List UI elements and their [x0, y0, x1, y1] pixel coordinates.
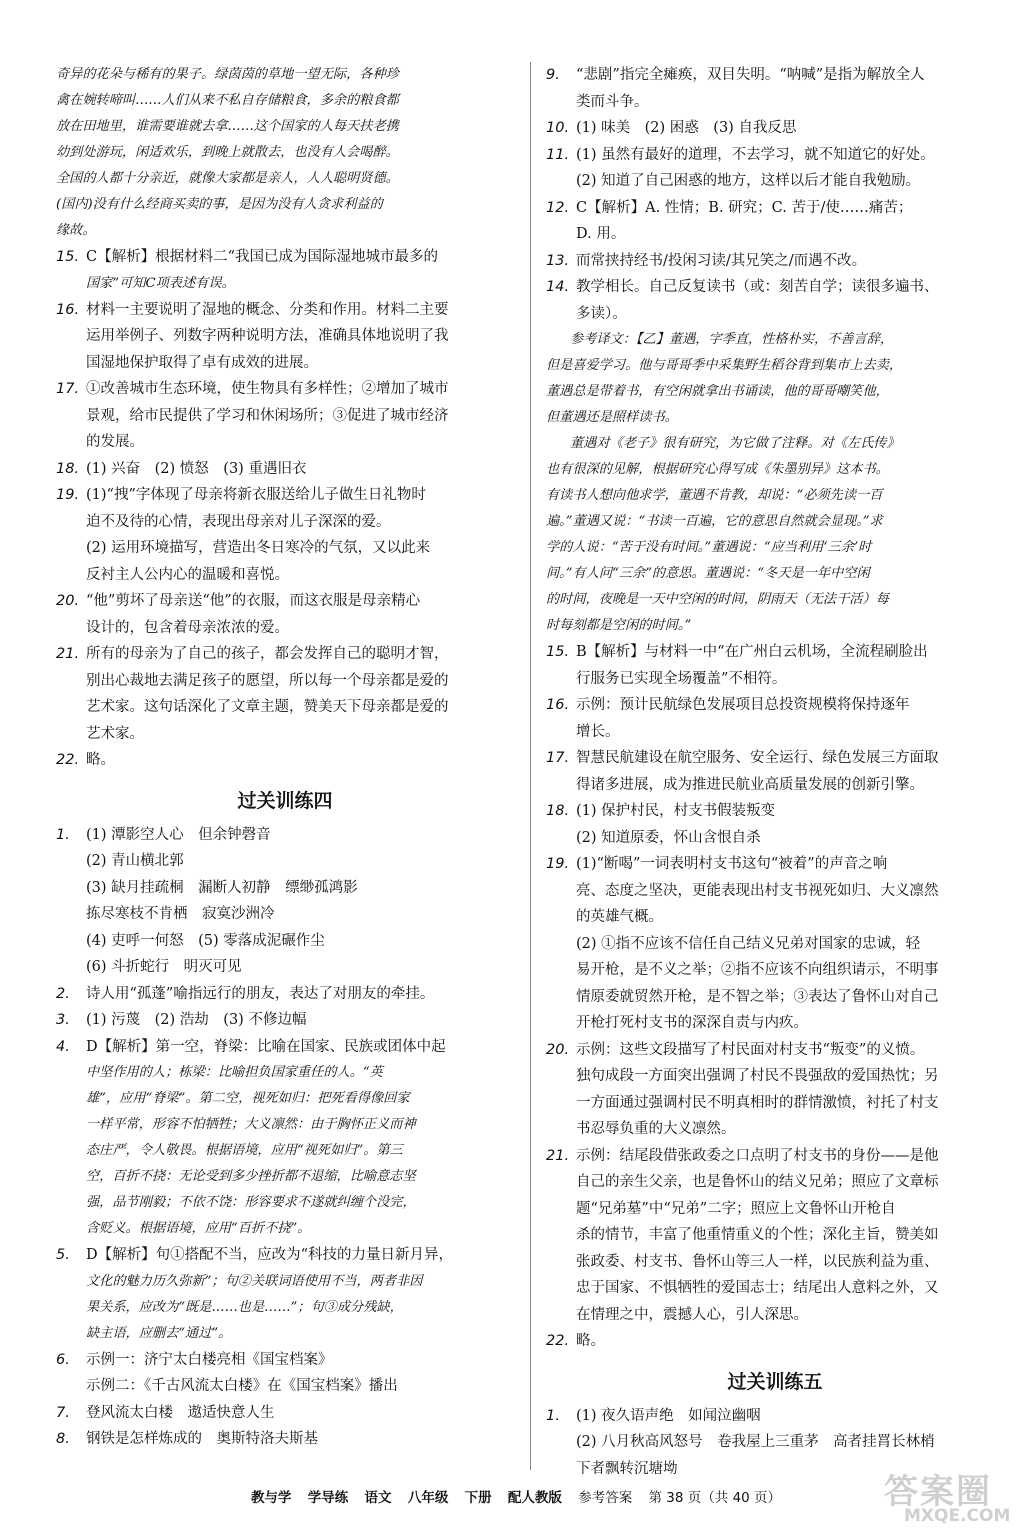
item-number: 7. — [56, 1404, 70, 1421]
item-number: 15. — [546, 644, 570, 660]
answer-item — [56, 1400, 514, 1427]
item-body — [86, 747, 514, 774]
item-body — [86, 376, 514, 456]
footer-grade: 八年级 — [407, 1490, 449, 1506]
item-number: 19. — [546, 856, 570, 872]
text-line: 国家”可知C项表述有误。 — [86, 275, 235, 291]
item-body — [576, 851, 1004, 1037]
text-line: 放在田地里，谁需要谁就去拿……这个国家的人每天扶老携 — [56, 119, 399, 134]
answer-item — [56, 456, 514, 483]
text-line: (1) 潭影空人心 但余钟磬音 — [86, 826, 271, 843]
answer-item — [56, 822, 514, 981]
answer-item — [56, 297, 514, 377]
item-number: 2. — [56, 985, 70, 1002]
item-body — [576, 142, 1004, 195]
answer-item — [546, 798, 1004, 851]
text-line: 一样平常，形容不怕牺牲；大义凛然：由于胸怀正义而神 — [86, 1117, 416, 1132]
text-line: 一方面通过强调村民不明真相时的群情激愤，衬托了村支 — [576, 1094, 939, 1111]
text-line: (2) 运用环境描写，营造出冬日寒冷的气氛，又以此来 — [86, 540, 431, 556]
item-body — [576, 195, 1004, 248]
item-body — [86, 1347, 514, 1400]
text-line: 得诸多进展，成为推进民航业高质量发展的创新引擎。 — [576, 776, 924, 793]
text-line: 略。 — [86, 752, 115, 768]
section-title: 过关训练四 — [237, 789, 333, 812]
item-number: 20. — [56, 593, 80, 609]
item-body — [576, 115, 1004, 142]
text-line: 材料一主要说明了湿地的概念、分类和作用。材料二主要 — [86, 301, 449, 318]
answer-item — [546, 1143, 1004, 1329]
text-line: 易开枪，是不义之举；②指不应该不向组织请示，不明事 — [576, 962, 939, 978]
text-line: (1)“断喝”一词表明村支书这句“被着”的声音之响 — [576, 856, 888, 872]
item-number: 8. — [56, 1431, 70, 1447]
text-line: (2) 知道原委，怀山含恨自杀 — [576, 829, 761, 846]
answer-item — [56, 376, 514, 456]
text-line: (3) 缺月挂疏桐 漏断人初静 缥缈孤鸿影 — [86, 879, 358, 896]
text-line: 学的人说：“苦于没有时间。”董遇说：“应当利用‘三余’时 — [546, 540, 872, 555]
item-number: 17. — [56, 381, 80, 397]
text-line: 情原委就贸然开枪，是不智之举；③表达了鲁怀山对自己 — [576, 988, 939, 1005]
text-line: C【解析】A. 性情；B. 研究；C. 苦于/使……痛苦； — [576, 199, 913, 216]
text-line: 自己的亲生父亲，也是鲁怀山的结义兄弟；照应了文章标 — [576, 1174, 939, 1190]
text-line: 禽在婉转啼叫……人们从来不私自存储粮食，多余的粮食都 — [56, 93, 399, 108]
right-column — [546, 62, 1004, 1482]
text-line: 而常挟持经书/投闲习读/其兄笑之/而遇不改。 — [576, 252, 867, 269]
item-body — [576, 692, 1004, 745]
text-line: 的英雄气概。 — [576, 909, 663, 925]
answer-item — [56, 641, 514, 747]
item-number: 20. — [546, 1041, 570, 1058]
text-line: (2) ①指不应该不信任自己结义兄弟对国家的忠诚，轻 — [576, 935, 921, 952]
text-line: 时每刻都是空闲的时间。” — [546, 618, 692, 633]
item-body — [86, 1034, 514, 1243]
text-line: 董遇对《老子》很有研究，为它做了注释。对《左氏传》 — [570, 436, 900, 451]
text-line: (6) 斗折蛇行 明灭可见 — [86, 959, 242, 975]
text-line: “悲剧”指完全瘫痪，双目失明。“呐喊”是指为解放全人 — [576, 67, 925, 83]
item-number: 16. — [56, 301, 80, 318]
answer-item — [56, 588, 514, 641]
text-line: 多读）。 — [576, 305, 627, 322]
text-line: 忠于国家、不惧牺牲的爱国志士；结尾出人意料之外，又 — [576, 1280, 939, 1296]
item-body — [86, 456, 514, 483]
text-line: 独句成段一方面突出强调了村民不畏强敌的爱国热忱；另 — [576, 1068, 939, 1084]
item-body — [86, 482, 514, 588]
item-number: 17. — [546, 750, 570, 766]
item-number: 18. — [546, 803, 570, 819]
item-number: 5. — [56, 1247, 70, 1263]
text-line: 全国的人都十分亲近，就像大家都是亲人，人人聪明贤德。 — [56, 171, 399, 186]
page-footer — [0, 1486, 1032, 1506]
text-line: 杀的情节，丰富了他重情重义的个性；深化主旨，赞美如 — [576, 1227, 939, 1243]
answer-item — [56, 244, 514, 297]
text-line: (2) 知道了自己困惑的地方，这样以后才能自我勉励。 — [576, 173, 921, 189]
text-line: 增长。 — [576, 723, 620, 740]
footer-brand: 学导练 — [307, 1490, 349, 1506]
text-line: (国内)没有什么经商买卖的事，是因为没有人贪求利益的 — [56, 197, 383, 212]
item-body — [86, 588, 514, 641]
item-number: 10. — [546, 120, 570, 136]
text-line: 的发展。 — [86, 434, 144, 450]
item-body — [86, 1426, 514, 1453]
text-line: D. 用。 — [576, 226, 626, 242]
item-number: 13. — [546, 252, 570, 269]
footer-label: 参考答案 — [578, 1490, 633, 1506]
column-divider — [530, 62, 531, 1470]
item-number: 1. — [546, 1407, 560, 1424]
item-body — [576, 1328, 1004, 1355]
text-line: 钢铁是怎样炼成的 奥斯特洛夫斯基 — [86, 1431, 318, 1447]
item-number: 21. — [56, 646, 80, 662]
item-body — [86, 1242, 514, 1347]
watermark-text: 答案圈 — [884, 1472, 992, 1512]
text-line: 示例一：济宁太白楼亮相《国宝档案》 — [86, 1351, 333, 1368]
text-line: C【解析】根据材料二“我国已成为国际湿地城市最多的 — [86, 249, 439, 265]
item-number: 19. — [56, 487, 80, 503]
text-line: 题“兄弟墓”中“兄弟”二字；照应上文鲁怀山开枪自 — [576, 1200, 896, 1217]
item-number: 14. — [546, 279, 570, 295]
text-line: 运用举例子、列数字两种说明方法，准确具体地说明了我 — [86, 328, 449, 344]
text-line: 文化的魅力历久弥新”；句②关联词语使用不当，两者非因 — [86, 1273, 423, 1289]
answer-item — [546, 1328, 1004, 1355]
item-body — [576, 745, 1004, 798]
answer-item — [546, 1037, 1004, 1143]
text-line: 示例：预计民航绿色发展项目总投资规模将保持逐年 — [576, 697, 910, 713]
footer-edition: 配人教版 — [507, 1490, 562, 1506]
item-body — [86, 822, 514, 981]
item-body — [576, 1037, 1004, 1143]
text-line: 示例：这些文段描写了村民面对村支书“叛变”的义愤。 — [576, 1041, 925, 1058]
text-line: (4) 吏呼一何怒 (5) 零落成泥碾作尘 — [86, 932, 325, 949]
page-number: 第 38 页（共 40 页） — [648, 1490, 782, 1506]
text-line: 态庄严，令人敬畏。根据语境，应用“视死如归”。第三 — [86, 1143, 403, 1158]
text-line: 含贬义。根据语境，应用“百折不挠”。 — [86, 1221, 311, 1236]
text-line: 也有很深的见解，根据研究心得写成《朱墨别异》这本书。 — [546, 462, 889, 477]
item-number: 6. — [56, 1351, 70, 1368]
text-line: D【解析】句①搭配不当，应改为“科技的力量日新月异， — [86, 1247, 454, 1263]
text-line: 幼到处游玩，闲适欢乐，到晚上就散去，也没有人会喝醉。 — [56, 145, 399, 160]
text-line: (1) 虽然有最好的道理，不去学习，就不知道它的好处。 — [576, 146, 935, 163]
text-line: 智慧民航建设在航空服务、安全运行、绿色发展三方面取 — [576, 750, 939, 766]
text-line: 奇异的花朵与稀有的果子。绿茵茵的草地一望无际，各种珍 — [56, 67, 399, 82]
text-line: 艺术家。这句话深化了文章主题，赞美天下母亲都是爱的 — [86, 699, 449, 715]
text-line: ①改善城市生态环境，使生物具有多样性；②增加了城市 — [86, 381, 449, 397]
footer-brand: 教与学 — [250, 1490, 292, 1506]
item-number: 22. — [56, 752, 80, 768]
answer-list — [546, 62, 1004, 327]
text-line: 所有的母亲为了自己的孩子，都会发挥自己的聪明才智， — [86, 646, 449, 662]
item-body — [576, 639, 1004, 692]
intro-text — [56, 62, 514, 244]
watermark-url: MXQE.COM — [904, 1506, 1011, 1526]
item-body — [86, 1007, 514, 1034]
item-number: 16. — [546, 697, 570, 713]
item-number: 3. — [56, 1012, 70, 1028]
text-line: 雄”，应用“脊梁”。第二空，视死如归：把死看得像回家 — [86, 1091, 410, 1106]
item-number: 18. — [56, 460, 80, 477]
text-line: 遍。”董遇又说：“书读一百遍，它的意思自然就会显现。”求 — [546, 514, 883, 529]
answer-list — [56, 244, 514, 774]
text-line: (1) 兴奋 (2) 愤怒 (3) 重遇旧衣 — [86, 460, 307, 477]
item-body — [86, 641, 514, 747]
item-number: 9. — [546, 67, 560, 83]
text-line: 但是喜爱学习。他与哥哥季中采集野生稻谷背到集市上去卖， — [546, 358, 903, 373]
text-line: 拣尽寒枝不肯栖 寂寞沙洲冷 — [86, 906, 275, 922]
text-line: 董遇总是带着书，有空闲就拿出书诵读，他的哥哥嘲笑他， — [546, 384, 889, 399]
item-body — [576, 274, 1004, 327]
text-line: (1) 保护村民，村支书假装叛变 — [576, 803, 776, 819]
text-line: 登风流太白楼 遨适快意人生 — [86, 1404, 275, 1421]
text-line: 别出心裁地去满足孩子的愿望，所以每一个母亲都是爱的 — [86, 672, 449, 689]
answer-list — [546, 639, 1004, 1355]
text-line: 开枪打死村支书的深深自责与内疚。 — [576, 1015, 808, 1031]
answer-item — [56, 747, 514, 774]
text-line: 国湿地保护取得了卓有成效的进展。 — [86, 354, 318, 371]
item-body — [86, 981, 514, 1008]
text-line: (1)“拽”字体现了母亲将新衣服送给儿子做生日礼物时 — [86, 487, 426, 503]
answer-item — [546, 62, 1004, 115]
text-line: 示例二：《千古风流太白楼》在《国宝档案》播出 — [86, 1378, 398, 1394]
text-line: 教学相长。自己反复读书（或：刻苦自学；读很多遍书、 — [576, 279, 939, 295]
answer-item — [546, 248, 1004, 275]
text-line: 反衬主人公内心的温暖和喜悦。 — [86, 566, 289, 583]
text-line: (2) 八月秋高风怒号 卷我屋上三重茅 高者挂罥长林梢 — [576, 1434, 935, 1450]
answer-item — [56, 482, 514, 588]
item-number: 1. — [56, 826, 70, 843]
answer-item — [56, 1034, 514, 1243]
answer-item — [546, 639, 1004, 692]
text-line: “他”剪坏了母亲送“他”的衣服，而这衣服是母亲精心 — [86, 593, 421, 609]
text-line: 书忍辱负重的大义凛然。 — [576, 1121, 736, 1137]
text-line: B【解析】与材料一中“在广州白云机场，全流程刷脸出 — [576, 644, 928, 660]
item-number: 4. — [56, 1038, 70, 1055]
text-line: (1) 污蔑 (2) 浩劫 (3) 不修边幅 — [86, 1012, 307, 1028]
text-line: 缘故。 — [56, 223, 96, 238]
text-line: 但董遇还是照样读书。 — [546, 410, 678, 425]
item-body — [86, 244, 514, 297]
text-line: 略。 — [576, 1333, 605, 1349]
answer-item — [546, 692, 1004, 745]
answer-item — [56, 1347, 514, 1400]
text-line: 示例：结尾段借张政委之口点明了村支书的身份——是他 — [576, 1147, 939, 1164]
text-line: 迫不及待的心情，表现出母亲对儿子深深的爱。 — [86, 513, 391, 530]
text-line: 中坚作用的人；栋梁：比喻担负国家重任的人。“英 — [86, 1065, 383, 1080]
text-line: 的时间，夜晚是一天中空闲的时间，阴雨天（无法干活）每 — [546, 592, 889, 607]
text-line: D【解析】第一空，脊梁：比喻在国家、民族或团体中起 — [86, 1038, 446, 1055]
item-number: 15. — [56, 249, 80, 265]
item-body — [86, 1400, 514, 1427]
answer-item — [56, 981, 514, 1008]
item-number: 22. — [546, 1333, 570, 1349]
text-line: 间。”有人问“三余”的意思。董遇说：“冬天是一年中空闲 — [546, 566, 870, 581]
translation-text — [546, 327, 1004, 639]
text-line: 张政委、村支书、鲁怀山等三人一样，以民族利益为重、 — [576, 1253, 939, 1270]
text-line: (2) 青山横北郭 — [86, 853, 184, 869]
item-body — [86, 297, 514, 377]
section-title: 过关训练五 — [727, 1370, 823, 1393]
answer-item — [546, 115, 1004, 142]
left-column — [56, 62, 514, 1453]
item-number: 21. — [546, 1147, 570, 1164]
text-line: 下者飘转沉塘坳 — [576, 1460, 678, 1477]
text-line: 行服务已实现全场覆盖”不相符。 — [576, 670, 787, 687]
text-line: 类而斗争。 — [576, 93, 649, 110]
text-line: 景观，给市民提供了学习和休闲场所；③促进了城市经济 — [86, 407, 449, 424]
answer-item — [56, 1242, 514, 1347]
item-body — [576, 248, 1004, 275]
footer-volume: 下册 — [464, 1490, 492, 1506]
text-line: (1) 味美 (2) 困惑 (3) 自我反思 — [576, 120, 797, 136]
answer-item — [56, 1426, 514, 1453]
answer-item — [546, 195, 1004, 248]
item-body — [576, 62, 1004, 115]
item-number: 11. — [546, 146, 570, 163]
answer-item — [546, 274, 1004, 327]
text-line: 设计的，包含着母亲浓浓的爱。 — [86, 619, 289, 636]
text-line: 在情理之中，震撼人心，引人深思。 — [576, 1306, 808, 1323]
item-body — [576, 1143, 1004, 1329]
text-line: 强，品节刚毅；不依不饶：形容要求不遂就纠缠个没完， — [86, 1195, 416, 1210]
answer-item — [56, 1007, 514, 1034]
watermark-logo — [880, 1462, 1020, 1532]
text-line: 有读书人想向他求学，董遇不肯教，却说：“必须先读一百 — [546, 488, 883, 503]
text-line: 艺术家。 — [86, 725, 144, 742]
footer-subject: 语文 — [364, 1490, 392, 1506]
answer-item — [546, 745, 1004, 798]
answer-item — [546, 142, 1004, 195]
item-number: 12. — [546, 199, 570, 216]
text-line: 空，百折不挠：无论受到多少挫折都不退缩，比喻意志坚 — [86, 1169, 416, 1184]
text-line: 果关系，应改为“既是……也是……”；句③成分残缺， — [86, 1299, 403, 1315]
item-body — [576, 798, 1004, 851]
text-line: 参考译文：【乙】董遇，字季直，性格朴实，不善言辞， — [570, 332, 894, 347]
text-line: (1) 夜久语声绝 如闻泣幽咽 — [576, 1407, 761, 1424]
answer-list — [56, 822, 514, 1453]
text-line: 亮、态度之坚决，更能表现出村支书视死如归、大义凛然 — [576, 882, 939, 899]
answer-item — [546, 851, 1004, 1037]
text-line: 诗人用“孤蓬”喻指远行的朋友，表达了对朋友的牵挂。 — [86, 985, 435, 1002]
text-line: 缺主语，应删去“通过”。 — [86, 1325, 232, 1341]
